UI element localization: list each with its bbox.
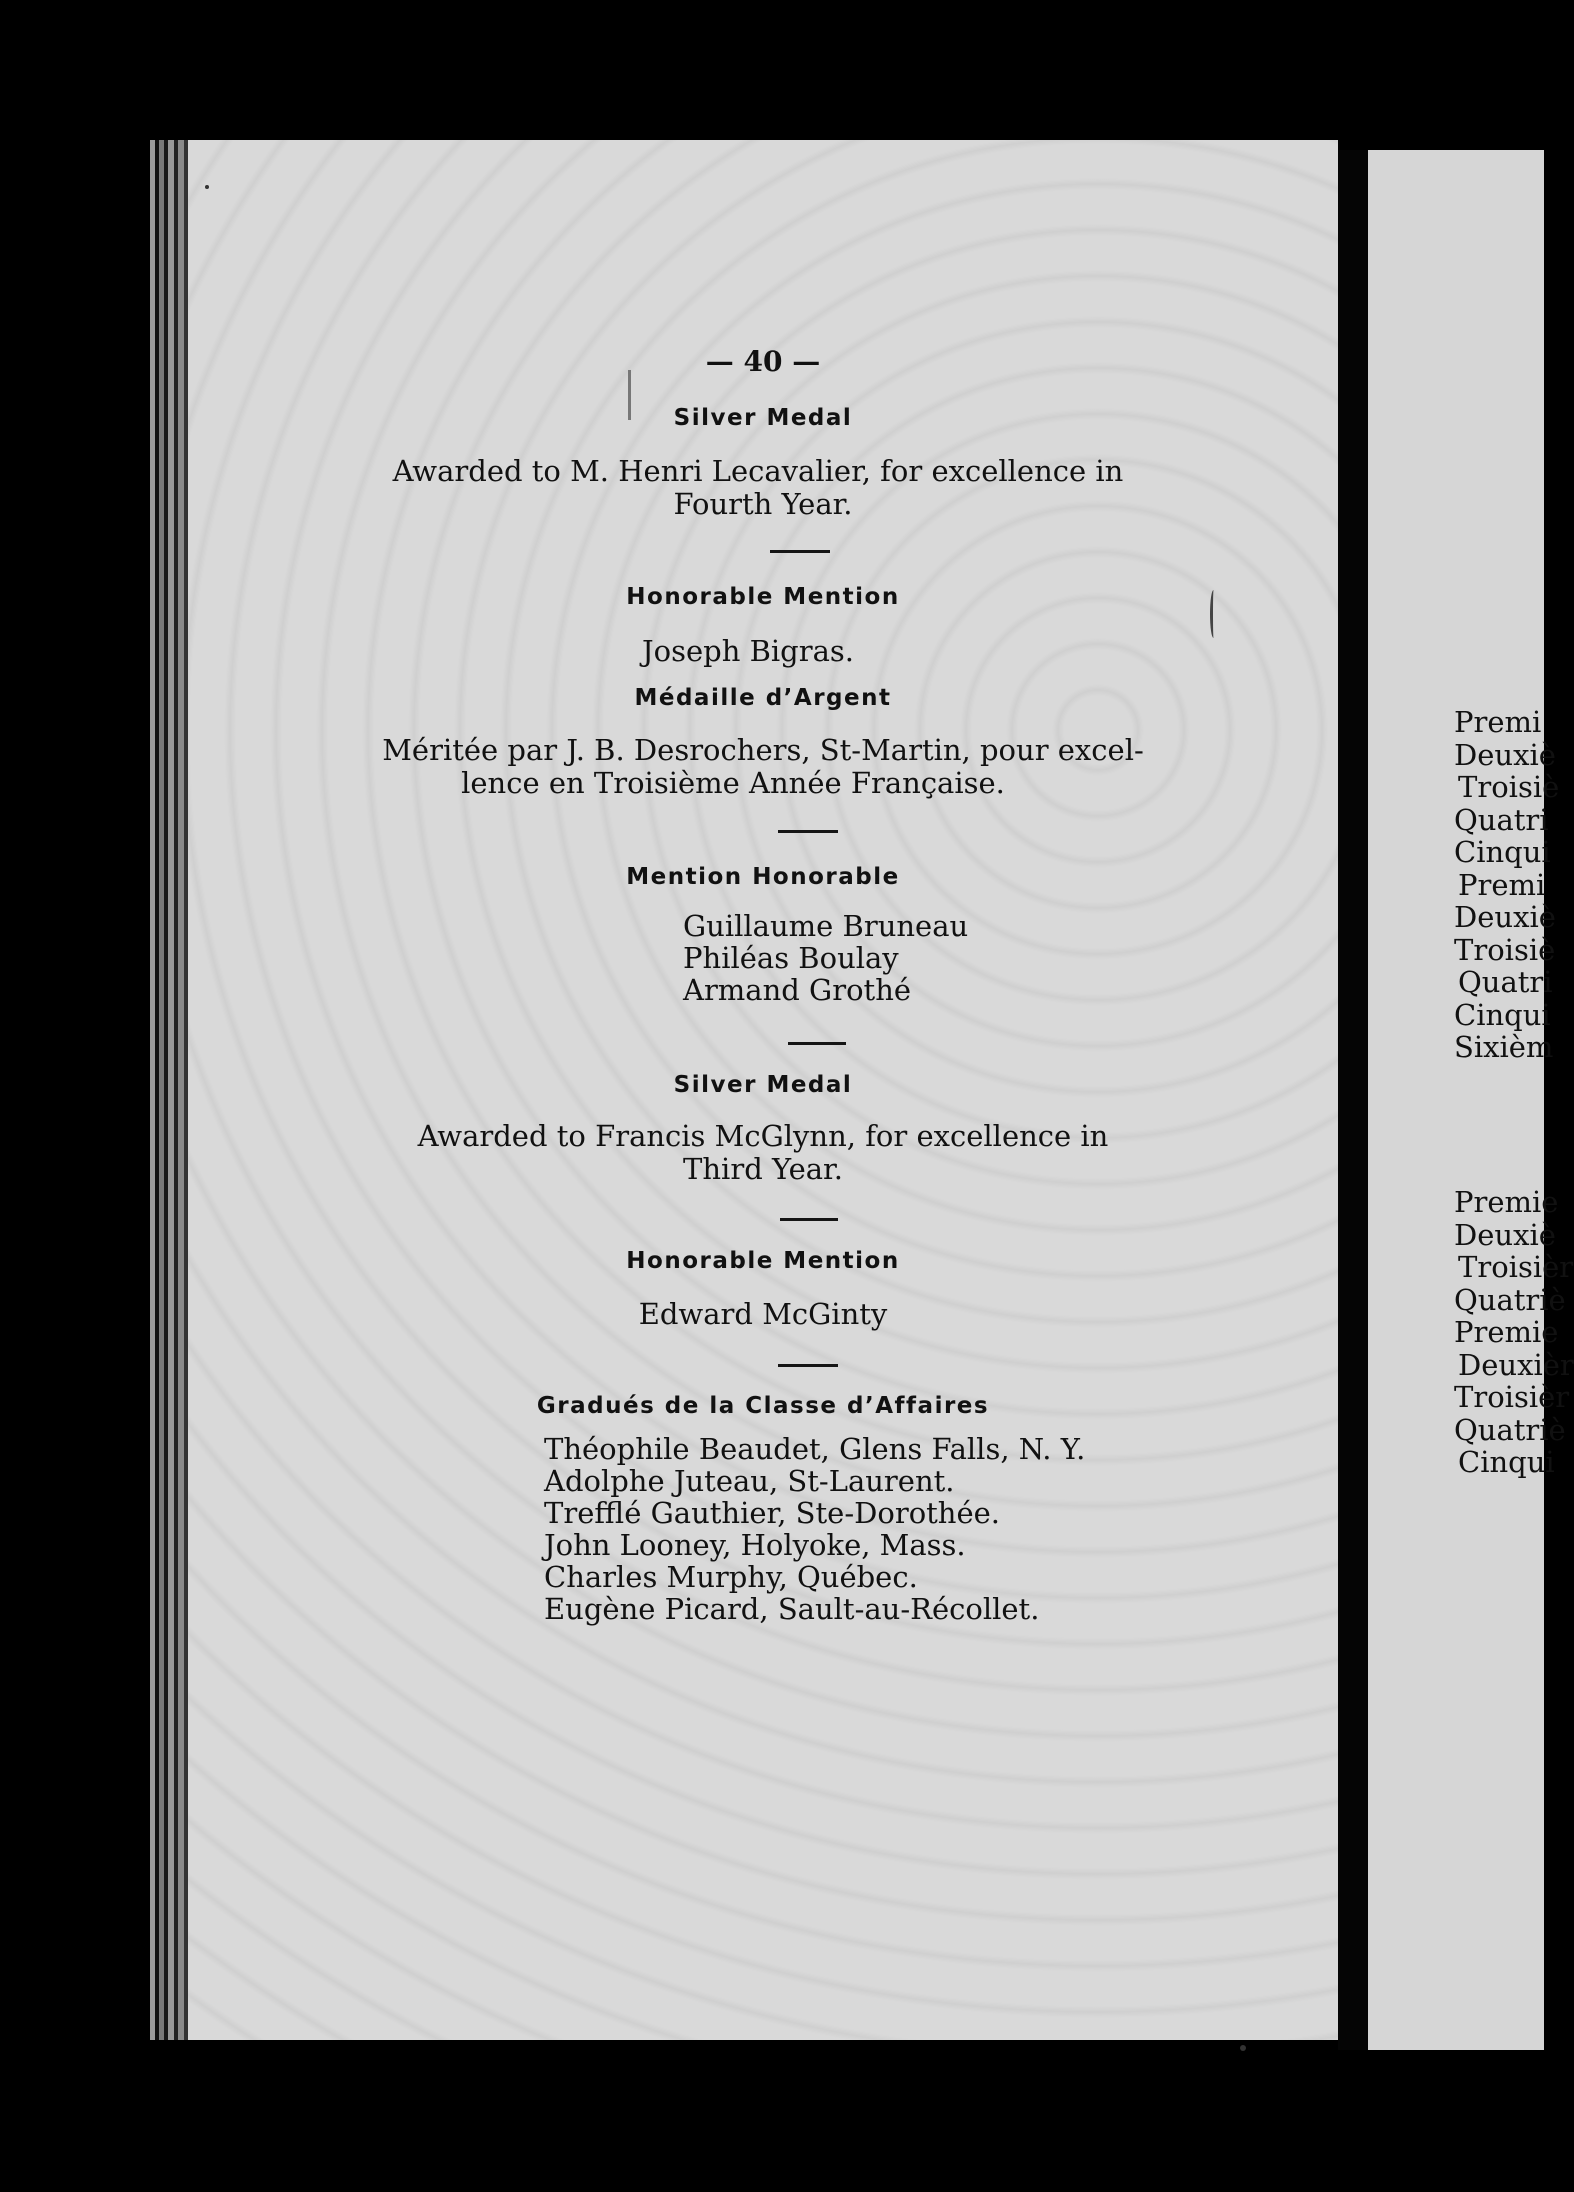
ink-speck (205, 185, 209, 189)
section-divider (778, 1364, 838, 1367)
honorable-mention-heading: Honorable Mention (626, 1248, 900, 1274)
right-page-fragment: Troisiè (1454, 932, 1556, 967)
right-page-fragment: Deuxiè (1454, 900, 1556, 934)
silver-medal-line-1: Awarded to Francis McGlynn, for excellence in (417, 1119, 1109, 1153)
right-page-fragment: Quatri (1458, 965, 1553, 999)
right-page-fragment: Quatriè (1454, 1282, 1566, 1317)
honorable-mention-heading: Honorable Mention (626, 584, 900, 610)
right-page-fragment: Deuxièr (1458, 1347, 1574, 1382)
pencil-mark (1210, 590, 1217, 638)
right-page-fragment: Quatriè (1454, 1412, 1566, 1447)
right-page-fragment: Quatri (1454, 802, 1549, 837)
gradues-heading: Gradués de la Classe d’Affaires (536, 1393, 990, 1419)
mention-honorable-list (683, 910, 968, 1006)
book-spine (150, 140, 190, 2040)
right-page (1368, 150, 1574, 2050)
list-item: Eugène Picard, Sault-au-Récollet. (544, 1592, 1040, 1626)
mention-honorable-heading: Mention Honorable (626, 864, 900, 890)
medaille-argent-line-2: lence en Troisième Année Française. (461, 766, 1005, 800)
list-item: Armand Grothé (683, 973, 912, 1007)
page-gutter (1338, 150, 1368, 2050)
silver-medal-line-1: Awarded to M. Henri Lecavalier, for excellence in (392, 454, 1124, 488)
right-page-fragment: Premie (1454, 1315, 1559, 1349)
right-page-fragment: Premie (1454, 1185, 1559, 1219)
right-page-fragment: Troisièr (1454, 1380, 1570, 1414)
left-page (188, 140, 1338, 2040)
medaille-argent-heading: Médaille d’Argent (634, 685, 892, 711)
silver-medal-heading: Silver Medal (673, 405, 853, 431)
section-divider (770, 550, 830, 553)
right-page-fragment: Cinqui (1458, 1445, 1555, 1479)
right-page-fragment: Cinqui (1454, 835, 1551, 869)
pencil-mark (628, 370, 631, 420)
ink-speck (1240, 2045, 1246, 2051)
right-page-fragment: Troisièr (1458, 1250, 1574, 1284)
right-page-fragment: Cinqui (1454, 997, 1551, 1032)
section-divider (788, 1042, 846, 1045)
right-page-fragment: Sixièm (1454, 1030, 1554, 1064)
gradues-list (544, 1433, 1085, 1625)
list-item: Charles Murphy, Québec. (544, 1560, 918, 1594)
right-page-fragment: Premi (1458, 867, 1546, 902)
silver-medal-line-2: Fourth Year. (673, 487, 853, 521)
list-item: John Looney, Holyoke, Mass. (544, 1528, 966, 1562)
list-item: Trefflé Gauthier, Ste-Dorothée. (544, 1496, 1001, 1530)
section-divider (780, 1218, 838, 1221)
silver-medal-heading: Silver Medal (673, 1072, 853, 1098)
section-divider (778, 830, 838, 833)
medaille-argent-line-1: Méritée par J. B. Desrochers, St-Martin, pour excel- (382, 733, 1144, 767)
list-item: Adolphe Juteau, St-Laurent. (544, 1464, 955, 1498)
list-item: Guillaume Bruneau (683, 909, 969, 943)
right-page-fragment: Troisiè (1458, 770, 1560, 804)
right-page-fragment: Deuxiè (1454, 1217, 1556, 1252)
silver-medal-line-2: Third Year. (683, 1152, 843, 1186)
right-page-fragment: Deuxiè (1454, 737, 1556, 772)
honorable-mention-name: Joseph Bigras. (642, 634, 854, 668)
list-item: Théophile Beaudet, Glens Falls, N. Y. (544, 1432, 1086, 1466)
page-number: — 40 — (705, 345, 821, 378)
right-page-fragment: Premi (1454, 705, 1542, 739)
honorable-mention-name: Edward McGinty (638, 1297, 888, 1331)
list-item: Philéas Boulay (683, 941, 899, 975)
